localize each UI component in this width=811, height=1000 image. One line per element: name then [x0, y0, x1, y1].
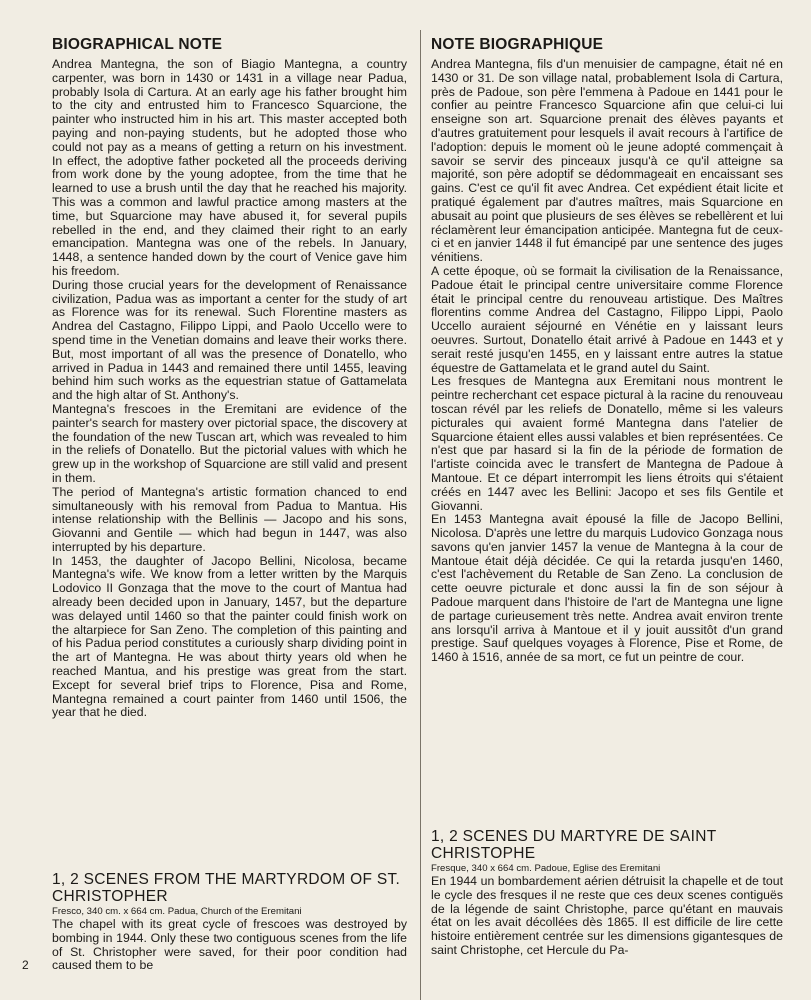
french-heading: NOTE BIOGRAPHIQUE [431, 36, 604, 53]
french-paragraph: A cette époque, où se formait la civilisation de la Renaissance, Padoue était le principal centre universitaire comme Florence était le principal centre du renouveau artistique. Des Maîtres florentins comme Andrea del Castagno, Filippo Lippi, Paolo Uccello auraient séjourné en Vénétie en y laissant leurs oeuvres. Surtout, Donatello était arrivé à Padoue en 1443 et y serait resté jusqu'en 1455, en y laissant entre autres la statue équestre de Gattamelata et le grand autel du Saint. [431, 263, 783, 375]
english-paragraph: During those crucial years for the development of Renaissance civilization, Padua was as important a center for the study of art as Florence was for its renewal. Such Florentine masters as Andrea del Castagno, Filippo Lippi, and Paolo Uccello were to spend time in the Venetian domains and leave their works there. But, most important of all was the presence of Donatello, who arrived in Padua in 1443 and remained there until 1455, leaving behind him such works as the equestrian statue of Gattamelata and the high altar of St. Anthony's. [52, 277, 407, 403]
english-body [52, 58, 407, 720]
french-body [431, 58, 783, 665]
french-section-text: En 1944 un bombardement aérien détruisit la chapelle et de tout le cycle des fresques il ne reste que ces deux scenes contiguës de la légende de saint Christophe, parce qu'étant en mauvais état on les avait décollées dès 1865. Il est difficile de lire cette histoire entièrement centrée sur les dimensions gigantesques de saint Christophe, cet Hercule du Pa- [431, 874, 783, 957]
french-plate-section [431, 828, 783, 958]
french-paragraph: En 1453 Mantegna avait épousé la fille de Jacopo Bellini, Nicolosa. D'après une lettre du marquis Ludovico Gonzaga nous savons qu'en janvier 1457 la venue de Mantegna à la cour de Mantoue était déjà décidée. Ce qui la retarda jusqu'en 1460, c'est l'achèvement du Retable de San Zeno. La conclusion de cette oeuvre picturale et donc aussi la fin de son séjour à Padoue marquent dans l'histoire de l'art de Mantegna une ligne de partage curieusement très nette. Andrea avait environ trente ans lorsqu'il arriva à Mantoue et il y jouit aussitôt d'un grand prestige. Sauf quelques voyages à Florence, Pise et Rome, de 1460 à 1516, année de sa mort, ce fut un peintre de cour. [431, 512, 783, 665]
english-paragraph: Andrea Mantegna, the son of Biagio Mantegna, a country carpenter, was born in 1430 or 1431 in a village near Padua, probably Isola di Cartura. At an early age his father brought him to the city and entrusted him to Francesco Squarcione, the painter who instructed him in his art. This master accepted both paying and non-paying students, but he adopted those who could not pay as a means of getting a return on his investment. In effect, the adoptive father pocketed all the proceeds deriving from work done by the young adoptee, from the time that he learned to use a brush until the day that he reached his majority. This was a common and lawful practice among masters at the time, but Squarcione may have abused it, for several pupils rebelled in the end, and they claimed their right to an early emancipation. Mantegna was one of the rebels. In January, 1448, a sentence handed down by the court of Venice gave him his freedom. [52, 57, 407, 278]
english-section-meta: Fresco, 340 cm. x 664 cm. Padua, Church of the Eremitani [52, 906, 302, 917]
english-plate-section [52, 871, 407, 973]
french-column [431, 36, 783, 665]
page-number: 2 [22, 958, 29, 972]
french-section-title: 1, 2 SCENES DU MARTYRE DE SAINT CHRISTOPHE [431, 828, 717, 862]
english-column [52, 36, 407, 720]
english-paragraph: Mantegna's frescoes in the Eremitani are evidence of the painter's search for mastery over pictorial space, the discovery at the foundation of the new Tuscan art, which was revealed to him in the reliefs of Donatello. But the pictorial values with which he grew up in the workshop of Squarcione are still valid and present in them. [52, 401, 407, 485]
column-divider [420, 30, 421, 1000]
english-heading: BIOGRAPHICAL NOTE [52, 36, 223, 53]
french-section-meta: Fresque, 340 x 664 cm. Padoue, Eglise des Eremitani [431, 863, 661, 874]
english-paragraph: In 1453, the daughter of Jacopo Bellini, Nicolosa, became Mantegna's wife. We know from a letter written by the Marquis Lodovico II Gonzaga that the move to the court of Mantua had already been decided upon in January, 1457, but the departure was delayed until 1460 so that the painter could finish work on the altarpiece for San Zeno. The completion of this painting and of his Padua period constitutes a curiously sharp dividing point in the art of Mantegna. He was about thirty years old when he reached Mantua, and his prestige was great from the start. Except for several brief trips to Florence, Pisa and Rome, Mantegna remained a court painter from 1460 until 1506, the year that he died. [52, 553, 407, 720]
french-paragraph: Andrea Mantegna, fils d'un menuisier de campagne, était né en 1430 or 31. De son village natal, probablement Isola di Cartura, près de Padoue, son père l'emmena à Padoue en 1441 pour le confier au peintre Francesco Squarcione afin que celui-ci lui enseigne son art. Squarcione prenait des élèves payants et d'autres gratuitement pour lesquels il avait recours à l'artifice de l'adoption: depuis le moment où le jeune adopté commençait à savoir se servir des pinceaux jusqu'à ce qu'il atteigne sa majorité, son père adoptif se dédommageait en encaissant ses gains. C'est ce qu'il fit avec Andrea. Cet expédient était licite et pratiqué également par d'autres maîtres, mais Squarcione en abusait au point que plusieurs de ses élèves se rebellèrent et lui réclamèrent leur émancipation anticipée. Mantegna fut de ceux-ci et en janvier 1448 il fut émancipé par une sentence des juges vénitiens. [431, 57, 783, 265]
french-paragraph: Les fresques de Mantegna aux Eremitani nous montrent le peintre recherchant cet espace pictural à la racine du renouveau toscan révél par les reliefs de Donatello, même si les valeurs picturales qui avaient formé Mantegna dans l'atelier de Squarcione étaient elles aussi valables et bien représentées. Ce n'est que par hasard si la fin de la période de formation de l'artiste coincida avec le transfert de Mantegna de Padoue à Mantoue. Et ce départ interrompit les liens étroits qui s'étaient créés en 1447 avec les Bellini: Jacopo et ses fils Gentile et Giovanni. [431, 374, 783, 513]
english-section-text: The chapel with its great cycle of frescoes was destroyed by bombing in 1944. Only these two contiguous scenes from the life of St. Christopher were saved, for their poor condition had caused them to be [52, 917, 407, 973]
english-section-title: 1, 2 SCENES FROM THE MARTYRDOM OF ST. CHRISTOPHER [52, 871, 401, 905]
english-paragraph: The period of Mantegna's artistic formation chanced to end simultaneously with his removal from Padua to Mantua. His intense relationship with the Bellinis — Jacopo and his sons, Giovanni and Gentile — which had begun in 1447, was also interrupted by his departure. [52, 484, 407, 554]
